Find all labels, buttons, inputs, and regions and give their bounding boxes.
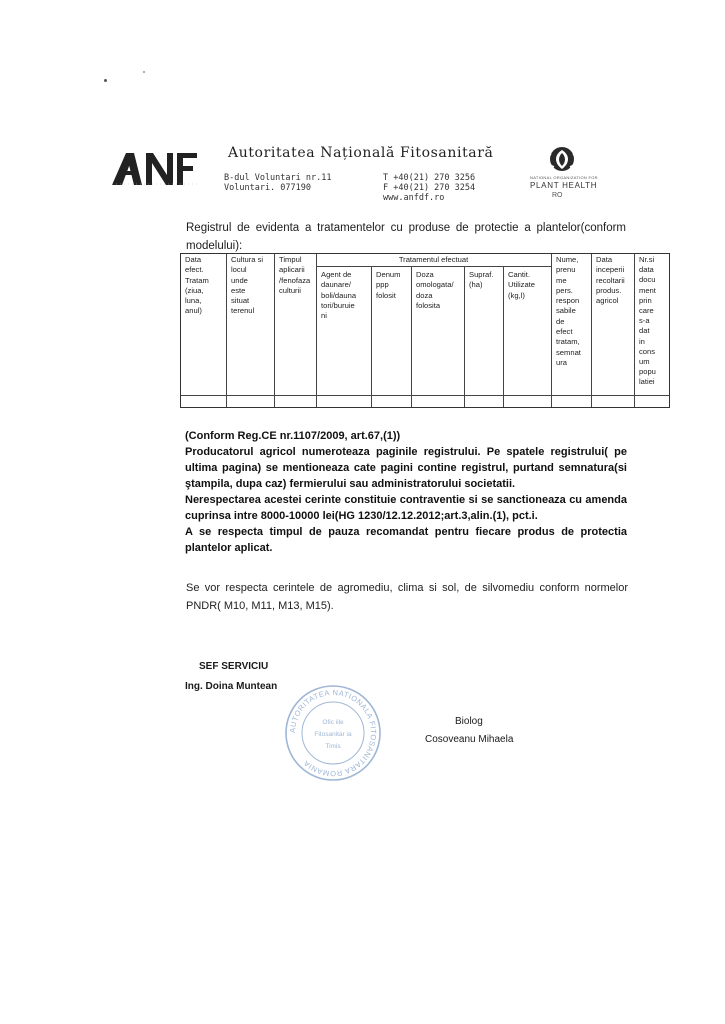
header-application-time: Timpul aplicarii /fenofaza culturii bbox=[279, 255, 311, 295]
scan-speck bbox=[104, 79, 107, 82]
signature-name: Ing. Doina Muntean bbox=[185, 681, 278, 692]
signature-name: Cosoveanu Mihaela bbox=[425, 734, 514, 745]
address-block bbox=[224, 173, 331, 193]
stamp-center-text: Timis bbox=[325, 743, 341, 750]
website-text: www.anfdf.ro bbox=[383, 193, 445, 203]
column-divider bbox=[634, 254, 635, 407]
contact-block bbox=[383, 173, 475, 203]
paragraph: Nerespectarea acestei cerinte constituie contraventie si se sanctioneaza cu amenda cuprinsa intre 8000-10000 lei(HG 1230/12.12.2012;art.3,alin.(1), pct.i. bbox=[185, 494, 627, 522]
phone-line: T +40(21) 270 3256 bbox=[383, 173, 476, 183]
column-divider bbox=[371, 266, 372, 407]
regulation-text bbox=[185, 428, 627, 556]
register-title: Registrul de evidenta a tratamentelor cu produse de protectie a plantelor(conform modelului): bbox=[186, 222, 626, 252]
address-line: Voluntari. 077190 bbox=[224, 183, 311, 193]
header-ppp-name: Denum ppp folosit bbox=[376, 270, 401, 300]
stamp-center-text: Fitosanitar ia bbox=[314, 731, 352, 738]
header-document-number: Nr.si data docu ment prin care s-a dat in cons um popu latiei bbox=[639, 255, 656, 387]
official-stamp bbox=[284, 684, 382, 782]
organization-name: Autoritatea Națională Fitosanitară bbox=[228, 145, 494, 161]
signature-title: Biolog bbox=[455, 716, 483, 727]
header-quantity: Cantit. Utilizate (kg,l) bbox=[508, 270, 536, 300]
column-divider bbox=[411, 266, 412, 407]
column-divider bbox=[464, 266, 465, 407]
plant-health-caption: NATIONAL ORGANIZATION FOR bbox=[530, 175, 598, 180]
regulation-reference: (Conform Reg.CE nr.1107/2009, art.67,(1)) bbox=[185, 430, 401, 442]
header-dose: Doza omologata/ doza folosita bbox=[416, 270, 454, 310]
paragraph: Se vor respecta cerintele de agromediu, clima si sol, de silvomediu conform normelor PNDR( M10, M11, M13, M15). bbox=[186, 582, 628, 612]
column-divider bbox=[274, 254, 275, 407]
column-divider bbox=[591, 254, 592, 407]
signature-title: SEF SERVICIU bbox=[199, 661, 269, 672]
plant-health-sub: RO bbox=[552, 192, 563, 199]
header-pest-agent: Agent de daunare/ boli/dauna tori/buruie ni bbox=[321, 270, 357, 321]
header-treatment-group: Tratamentul efectuat bbox=[398, 255, 469, 264]
header-date: Data efect. Tratam (ziua, luna, anul) bbox=[185, 255, 209, 316]
row-divider bbox=[181, 395, 669, 396]
stamp-center-text: Ofic iile bbox=[322, 719, 344, 726]
treatment-register-table bbox=[180, 253, 670, 408]
column-divider bbox=[551, 254, 552, 407]
header-culture: Cultura si locul unde este situat terenul bbox=[231, 255, 264, 316]
paragraph: Producatorul agricol numeroteaza paginile registrului. Pe spatele registrului( pe ultima pagina) se mentioneaza cate pagini contine registrul, purtand semnatura(si ştampila, dupa caz) fermierului sau administratorului societatii. bbox=[185, 446, 627, 490]
group-header-divider bbox=[316, 266, 551, 267]
column-divider bbox=[503, 266, 504, 407]
column-divider bbox=[226, 254, 227, 407]
plant-health-label: PLANT HEALTH bbox=[530, 181, 598, 190]
header-surface: Supraf. (ha) bbox=[469, 270, 494, 290]
address-line: B-dul Voluntari nr.11 bbox=[224, 173, 332, 183]
column-divider bbox=[316, 254, 317, 407]
scan-speck bbox=[143, 71, 145, 73]
stamp-ring-text: AUTORITATEA NATIONALA FITOSANITARA ROMANIA bbox=[287, 687, 379, 779]
header-responsible-person: Nume, prenu me pers. respon sabile de efect tratam, semnat ura bbox=[556, 255, 581, 367]
header-harvest-date: Data inceperii recoltarii produs. agricol bbox=[596, 255, 625, 306]
paragraph: A se respecta timpul de pauza recomandat pentru fiecare produs de protectia plantelor aplicat. bbox=[185, 526, 627, 554]
anf-logo bbox=[112, 151, 198, 185]
fax-line: F +40(21) 270 3254 bbox=[383, 183, 476, 193]
plant-health-leaf-icon bbox=[532, 146, 592, 172]
